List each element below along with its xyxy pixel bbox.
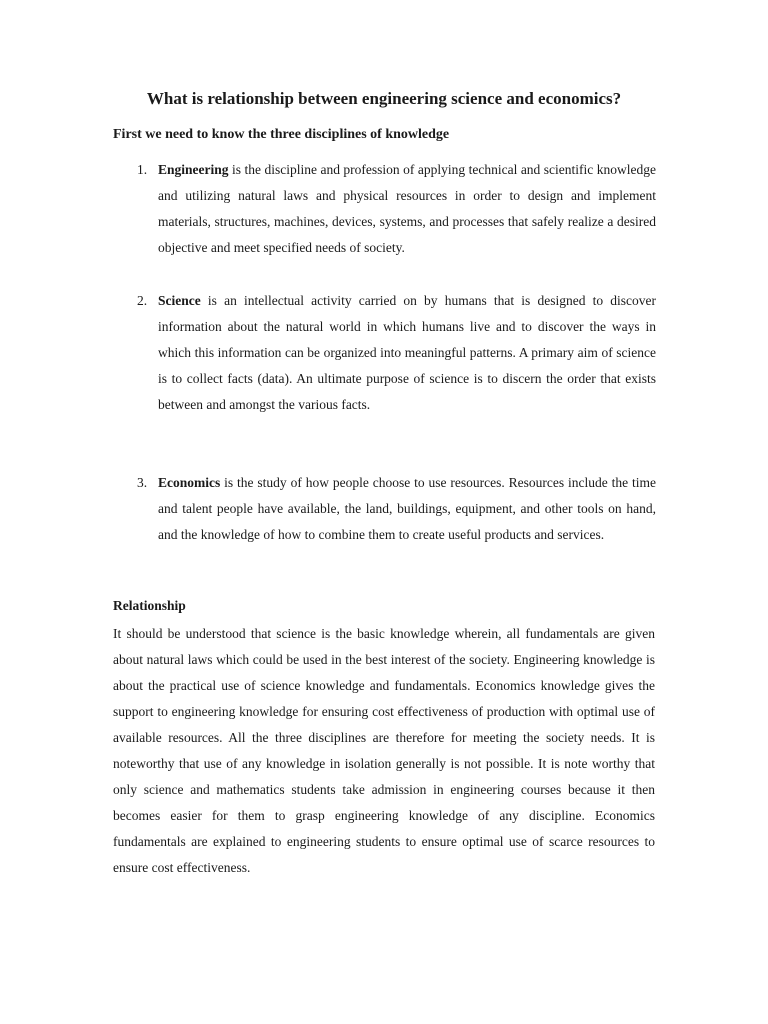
definition-economics: is the study of how people choose to use resources. Resources include the time and talent people have available, the land, buildings, equipment, and other tools on hand, and the knowledge of how to combine them to create useful products and services. [158, 475, 656, 542]
list-item-text [158, 288, 656, 418]
list-number: 1. [137, 162, 148, 177]
list-item-text [158, 470, 656, 548]
definition-science: is an intellectual activity carried on by humans that is designed to discover information about the natural world in which humans live and to discover the ways in which this information can be organized into meaningful patterns. A primary aim of science is to collect facts (data). An ultimate purpose of science is to discern the order that exists between and amongst the various facts. [158, 293, 656, 412]
definition-engineering: is the discipline and profession of applying technical and scientific knowledge and utilizing natural laws and physical resources in order to design and implement materials, structures, machines, devices, systems, and processes that safely realize a desired objective and meet specified needs of society. [158, 162, 656, 255]
relationship-paragraph: It should be understood that science is the basic knowledge wherein, all fundamentals are given about natural laws which could be used in the best interest of the society. Engineering knowledge is about the practical use of science knowledge and fundamentals. Economics knowledge gives the support to engineering knowledge for ensuring cost effectiveness of production with optimal use of available resources. All the three disciplines are therefore for meeting the society needs. It is noteworthy that use of any knowledge in isolation generally is not possible. It is note worthy that only science and mathematics students take admission in engineering courses because it then becomes easier for them to grasp engineering knowledge of any discipline. Economics fundamentals are explained to engineering students to ensure optimal use of scarce resources to ensure cost effectiveness. [113, 626, 655, 875]
list-number: 3. [137, 475, 148, 490]
list-number: 2. [137, 293, 148, 308]
document-title: What is relationship between engineering science and economics? [146, 89, 622, 108]
disciplines-subheading: First we need to know the three disciplines of knowledge [113, 127, 450, 142]
term-engineering: Engineering [158, 162, 229, 177]
term-science: Science [158, 293, 201, 308]
relationship-heading: Relationship [113, 598, 186, 613]
term-economics: Economics [158, 475, 221, 490]
list-item-text [158, 157, 656, 261]
